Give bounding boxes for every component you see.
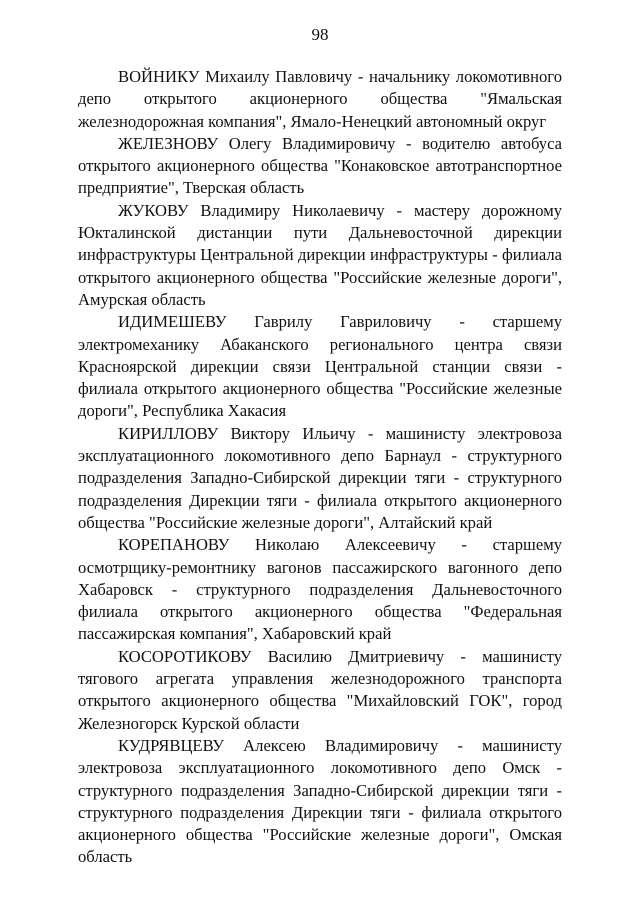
award-entry: КОСОРОТИКОВУ Василию Дмитриевичу - машинисту тягового агрегата управления железнодорожного транспорта открытого акционерного общества "Михайловский ГОК", город Железногорск Курской области [78,646,562,733]
award-entry: ЖЕЛЕЗНОВУ Олегу Владимировичу - водителю автобуса открытого акционерного общества "Конаковское автотранспортное предприятие", Тверская область [78,133,562,198]
award-entry: ВОЙНИКУ Михаилу Павловичу - начальнику локомотивного депо открытого акционерного общества "Ямальская железнодорожная компания", Ямало-Ненецкий автономный округ [78,67,562,131]
award-list [78,66,562,869]
award-entry: КОРЕПАНОВУ Николаю Алексеевичу - старшему осмотрщику-ремонтнику вагонов пассажирского вагонного депо Хабаровск - структурного подразделения Дальневосточного филиала открытого акционерного общества "Федеральная пассажирская компания", Хабаровский край [78,535,562,644]
award-entry: ЖУКОВУ Владимиру Николаевичу - мастеру дорожному Юкталинской дистанции пути Дальневосточной дирекции инфраструктуры Центральной дирекции инфраструктуры - филиала открытого акционерного общества "Российские железные дороги", Амурская область [78,200,562,309]
page-number: 98 [311,25,329,44]
award-entry: КУДРЯВЦЕВУ Алексею Владимировичу - машинисту электровоза эксплуатационного локомотивного депо Омск - структурного подразделения Западно-Сибирской дирекции тяги - структурного подразделения Дирекции тяги - филиала открытого акционерного общества "Российские железные дороги", Омская область [78,735,562,867]
award-entry: КИРИЛЛОВУ Виктору Ильичу - машинисту электровоза эксплуатационного локомотивного депо Барнаул - структурного подразделения Западно-Сибирской дирекции тяги - структурного подразделения Дирекции тяги - филиала открытого акционерного общества "Российские железные дороги", Алтайский край [78,423,562,532]
award-entry: ИДИМЕШЕВУ Гаврилу Гавриловичу - старшему электромеханику Абаканского регионального центра связи Красноярской дирекции связи Центральной станции связи - филиала открытого акционерного общества "Российские железные дороги", Республика Хакасия [78,312,562,421]
